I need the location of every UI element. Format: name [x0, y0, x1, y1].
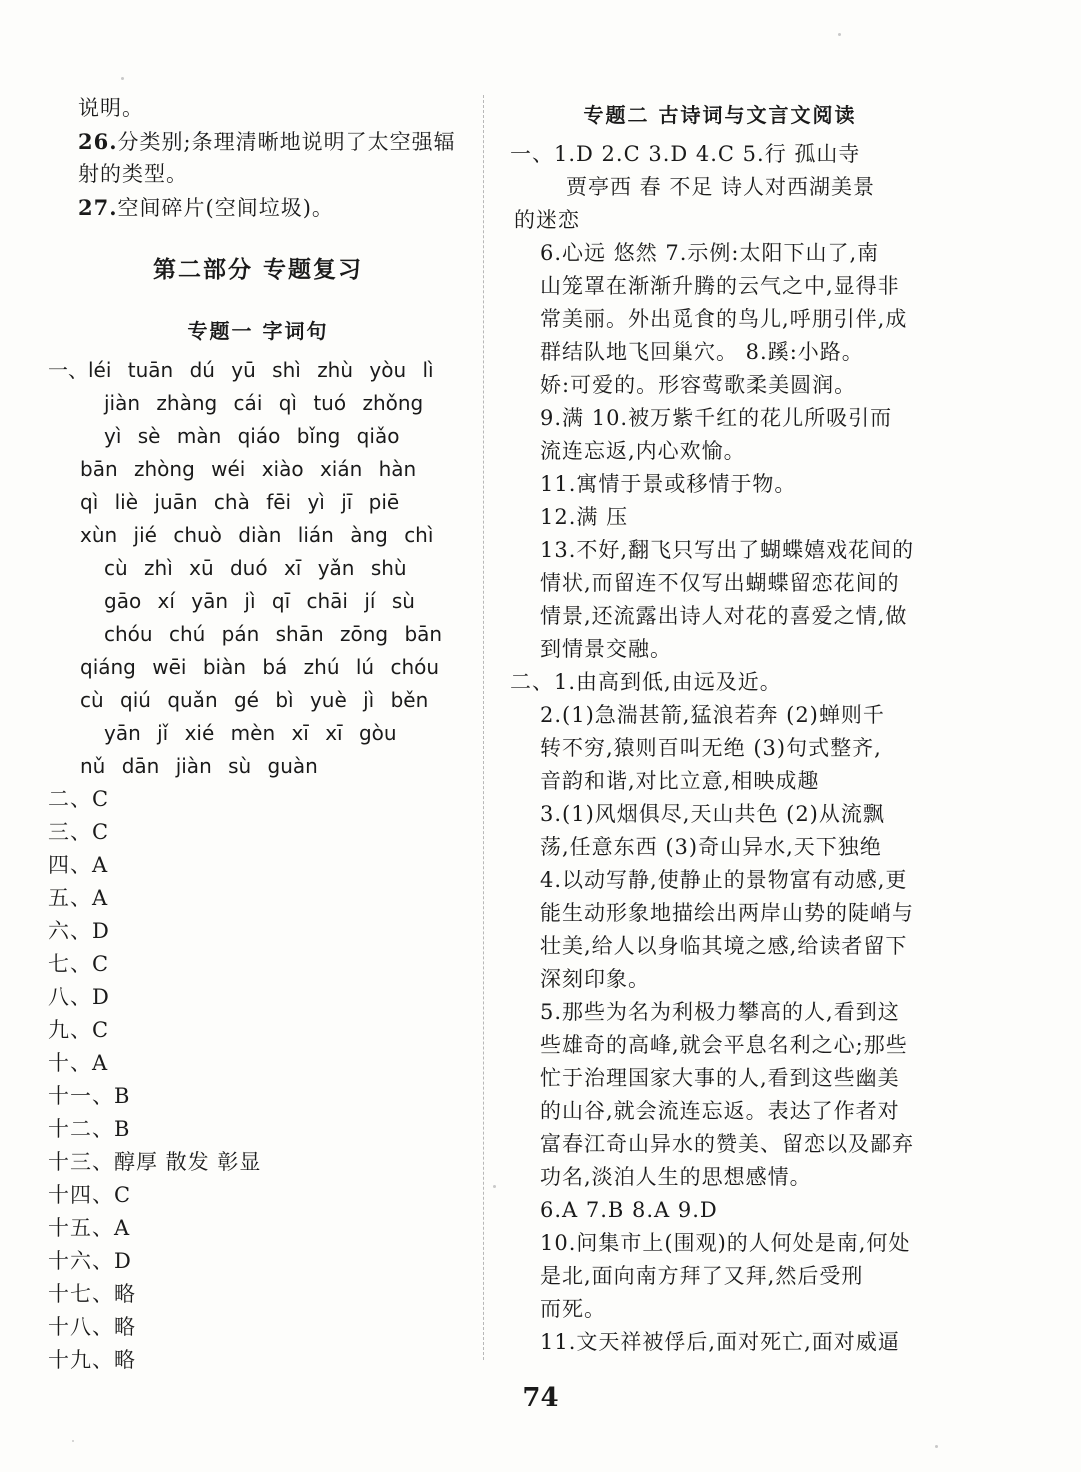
intro-line [48, 191, 468, 224]
answer-line: 十一、B [48, 1084, 131, 1108]
answer-line: 六、D [48, 919, 110, 943]
answer-line: 十九、略 [48, 1348, 136, 1372]
answer-line: 忙于治理国家大事的人,看到这些幽美 [540, 1066, 900, 1090]
answer-line: 9.满 10.被万紫千红的花儿所吸引而 [540, 406, 893, 430]
answer-line: 而死。 [540, 1297, 606, 1321]
answer-line: 荡,任意东西 (3)奇山异水,天下独绝 [540, 835, 882, 859]
answer-line: 壮美,给人以身临其境之感,给读者留下 [540, 934, 908, 958]
intro-text: 说明。 [78, 96, 144, 120]
answer-line: 娇:可爱的。形容莺歌柔美圆润。 [540, 373, 857, 397]
answer-line: 4.以动写静,使静止的景物富有动感,更 [540, 868, 908, 892]
intro-line [48, 92, 468, 125]
paper-speck [935, 1445, 938, 1448]
answer-line: 2.(1)急湍甚箭,猛浪若奔 (2)蝉则千 [540, 703, 885, 727]
paper-speck [493, 1185, 496, 1188]
intro-line [48, 125, 468, 158]
answer-line: 八、D [48, 985, 110, 1009]
answer-line: 十、A [48, 1051, 109, 1075]
pinyin-line: cù zhì xū duó xī yǎn shù [104, 556, 407, 580]
answer-line: 十四、C [48, 1183, 132, 1207]
pinyin-line: yì sè màn qiáo bǐng qiǎo [104, 424, 400, 448]
paper-speck [72, 1440, 74, 1442]
answer-line: 群结队地飞回巢穴。 8.蹊:小路。 [540, 340, 864, 364]
answer-line: 山笼罩在渐渐升腾的云气之中,显得非 [540, 274, 900, 298]
topic-two-answers [510, 138, 930, 1359]
answer-line: 11.寓情于景或移情于物。 [540, 472, 797, 496]
answer-line: 12.满 压 [540, 505, 629, 529]
choice-answers [48, 783, 468, 1377]
paper-speck [838, 33, 841, 36]
answer-line: 5.那些为名为利极力攀高的人,看到这 [540, 1000, 900, 1024]
pinyin-answers [48, 354, 468, 783]
paper-speck [121, 77, 124, 80]
right-column [510, 92, 930, 1359]
answer-line: 十三、醇厚 散发 彰显 [48, 1150, 262, 1174]
column-divider [483, 95, 484, 1360]
answer-line: 四、A [48, 853, 109, 877]
answer-line: 10.问集市上(围观)的人何处是南,何处 [540, 1231, 911, 1255]
answer-line: 深刻印象。 [540, 967, 650, 991]
pinyin-line: jiàn zhàng cái qì tuó zhǒng [104, 391, 424, 415]
answer-line: 二、1.由高到低,由远及近。 [510, 670, 782, 694]
pinyin-line: gāo xí yān jì qī chāi jí sù [104, 589, 415, 613]
answer-line: 6.心远 悠然 7.示例:太阳下山了,南 [540, 241, 880, 265]
answer-line: 十七、略 [48, 1282, 136, 1306]
answer-line: 的山谷,就会流连忘返。表达了作者对 [540, 1099, 900, 1123]
answer-line: 十八、略 [48, 1315, 136, 1339]
topic-one-heading: 专题一 字词句 [187, 319, 329, 343]
pinyin-line: qì liè juān chà fēi yì jī piē [80, 490, 400, 514]
answer-line: 富春江奇山异水的赞美、留恋以及鄙弃 [540, 1132, 914, 1156]
answer-line: 十六、D [48, 1249, 132, 1273]
question-number: 26. [78, 129, 118, 154]
answer-line: 的迷恋 [514, 208, 580, 232]
answer-line: 11.文天祥被俘后,面对死亡,面对威逼 [540, 1330, 900, 1354]
pinyin-line: bān zhòng wéi xiào xián hàn [80, 457, 417, 481]
pinyin-line: 一、léi tuān dú yū shì zhù yòu lì [48, 358, 434, 382]
topic-two-heading: 专题二 古诗词与文言文阅读 [583, 103, 857, 127]
answer-line: 三、C [48, 820, 110, 844]
answer-line: 音韵和谐,对比立意,相映成趣 [540, 769, 820, 793]
intro-text: 空间碎片(空间垃圾)。 [117, 196, 334, 220]
answer-line: 九、C [48, 1018, 110, 1042]
answer-line: 些雄奇的高峰,就会平息名利之心;那些 [540, 1033, 908, 1057]
answer-line: 能生动形象地描绘出两岸山势的陡峭与 [540, 901, 914, 925]
left-column [48, 92, 468, 1377]
pinyin-line: xùn jié chuò diàn lián àng chì [80, 523, 434, 547]
answer-line: 是北,面向南方拜了又拜,然后受刑 [540, 1264, 864, 1288]
answer-line: 到情景交融。 [540, 637, 672, 661]
intro-text: 分类别;条理清晰地说明了太空强辐 [117, 130, 456, 154]
answer-line: 流连忘返,内心欢愉。 [540, 439, 746, 463]
pinyin-line: cù qiú quǎn gé bì yuè jì běn [80, 688, 429, 712]
answer-line: 情状,而留连不仅写出蝴蝶留恋花间的 [540, 571, 900, 595]
answer-line: 贾亭西 春 不足 诗人对西湖美景 [566, 175, 876, 199]
page-number: 74 [522, 1383, 559, 1413]
answer-line: 3.(1)风烟俱尽,天山共色 (2)从流飘 [540, 802, 885, 826]
answer-line: 五、A [48, 886, 109, 910]
answer-line: 13.不好,翻飞只写出了蝴蝶嬉戏花间的 [540, 538, 915, 562]
answer-line: 七、C [48, 952, 110, 976]
answer-line: 二、C [48, 787, 110, 811]
answer-line: 十五、A [48, 1216, 131, 1240]
pinyin-line: qiáng wēi biàn bá zhú lú chóu [80, 655, 440, 679]
answer-line: 一、1.D 2.C 3.D 4.C 5.行 孤山寺 [510, 142, 861, 166]
answer-line: 6.A 7.B 8.A 9.D [540, 1198, 718, 1222]
pinyin-line: yān jǐ xié mèn xī xī gòu [104, 721, 397, 745]
answer-line: 功名,淡泊人生的思想感情。 [540, 1165, 812, 1189]
answer-line: 常美丽。外出觅食的鸟儿,呼朋引伴,成 [540, 307, 908, 331]
pinyin-line: chóu chú pán shān zōng bān [104, 622, 443, 646]
answer-line: 情景,还流露出诗人对花的喜爱之情,做 [540, 604, 908, 628]
answer-line: 十二、B [48, 1117, 131, 1141]
intro-text: 射的类型。 [78, 162, 188, 186]
part-heading: 第二部分 专题复习 [152, 256, 363, 283]
answer-line: 转不穷,猿则百叫无绝 (3)句式整齐, [540, 736, 882, 760]
left-intro-block [48, 92, 468, 224]
pinyin-line: nǔ dān jiàn sù guàn [80, 754, 318, 778]
intro-line [48, 158, 468, 191]
question-number: 27. [78, 195, 118, 220]
